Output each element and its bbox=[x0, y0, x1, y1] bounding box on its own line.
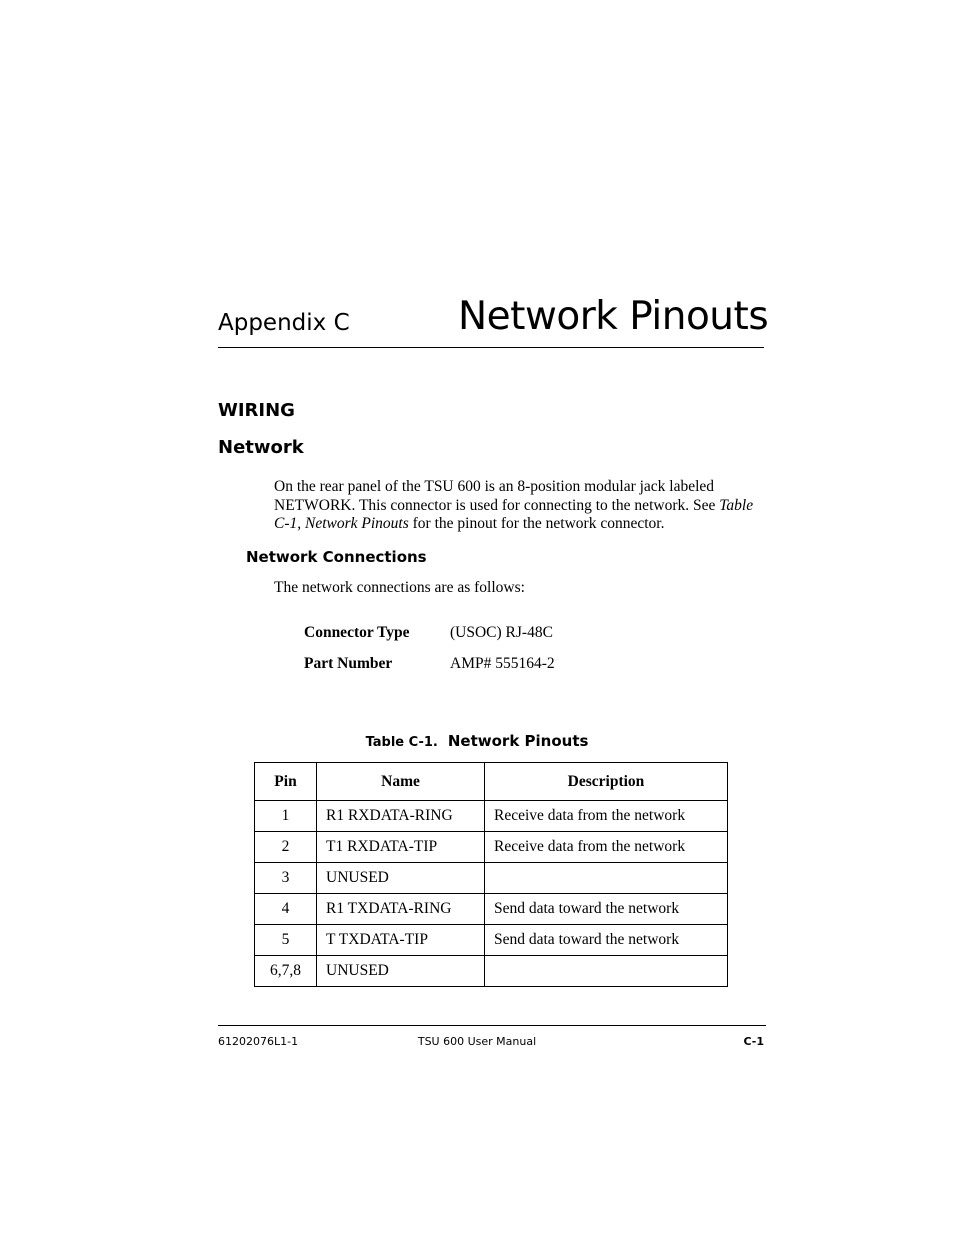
column-header-description: Description bbox=[485, 763, 728, 801]
table-reference: Table C-1, Network Pinouts bbox=[274, 496, 754, 532]
table-row bbox=[255, 801, 728, 832]
table-row bbox=[255, 925, 728, 956]
table-caption-title: Network Pinouts bbox=[447, 732, 589, 750]
pinout-table bbox=[254, 762, 728, 987]
spec-value: (USOC) RJ-48C bbox=[450, 624, 553, 641]
column-header-name: Name bbox=[317, 763, 485, 801]
footer-page-number: C-1 bbox=[743, 1035, 764, 1048]
cell-pin: 5 bbox=[255, 925, 317, 956]
cell-pin: 3 bbox=[255, 863, 317, 894]
cell-description bbox=[485, 863, 728, 894]
cell-name: UNUSED bbox=[317, 863, 485, 894]
footer-document-number: 61202076L1-1 bbox=[218, 1035, 299, 1048]
subheading-network-connections: Network Connections bbox=[246, 548, 427, 566]
table-header-row bbox=[255, 763, 728, 801]
chapter-title: Network Pinouts bbox=[458, 294, 769, 339]
appendix-label: Appendix C bbox=[218, 310, 350, 336]
cell-pin: 6,7,8 bbox=[255, 956, 317, 987]
intro-text-2: for the pinout for the network connector. bbox=[408, 515, 665, 532]
spec-key: Connector Type bbox=[304, 624, 410, 641]
cell-description: Send data toward the network bbox=[485, 894, 728, 925]
connections-intro: The network connections are as follows: bbox=[274, 579, 525, 596]
cell-description: Receive data from the network bbox=[485, 832, 728, 863]
cell-name: R1 TXDATA-RING bbox=[317, 894, 485, 925]
intro-paragraph bbox=[274, 478, 764, 534]
cell-pin: 2 bbox=[255, 832, 317, 863]
cell-description: Receive data from the network bbox=[485, 801, 728, 832]
cell-name: T1 RXDATA-TIP bbox=[317, 832, 485, 863]
table-caption-number: Table C-1. bbox=[365, 735, 438, 750]
spec-value: AMP# 555164-2 bbox=[450, 655, 555, 672]
footer-manual-title: TSU 600 User Manual bbox=[417, 1035, 537, 1048]
table-row bbox=[255, 863, 728, 894]
cell-name: T TXDATA-TIP bbox=[317, 925, 485, 956]
cell-description bbox=[485, 956, 728, 987]
table-row bbox=[255, 832, 728, 863]
cell-description: Send data toward the network bbox=[485, 925, 728, 956]
cell-pin: 4 bbox=[255, 894, 317, 925]
footer-divider bbox=[218, 1025, 766, 1026]
table-caption bbox=[0, 732, 954, 750]
spec-key: Part Number bbox=[304, 655, 393, 672]
cell-name: R1 RXDATA-RING bbox=[317, 801, 485, 832]
table-row bbox=[255, 956, 728, 987]
section-heading-wiring: WIRING bbox=[218, 400, 295, 421]
title-divider bbox=[218, 347, 764, 348]
table-row bbox=[255, 894, 728, 925]
column-header-pin: Pin bbox=[255, 763, 317, 801]
intro-text-1: On the rear panel of the TSU 600 is an 8-position modular jack labeled NETWORK. This connector is used for connecting to the network. See bbox=[274, 478, 720, 514]
section-heading-network: Network bbox=[218, 437, 304, 458]
cell-pin: 1 bbox=[255, 801, 317, 832]
cell-name: UNUSED bbox=[317, 956, 485, 987]
